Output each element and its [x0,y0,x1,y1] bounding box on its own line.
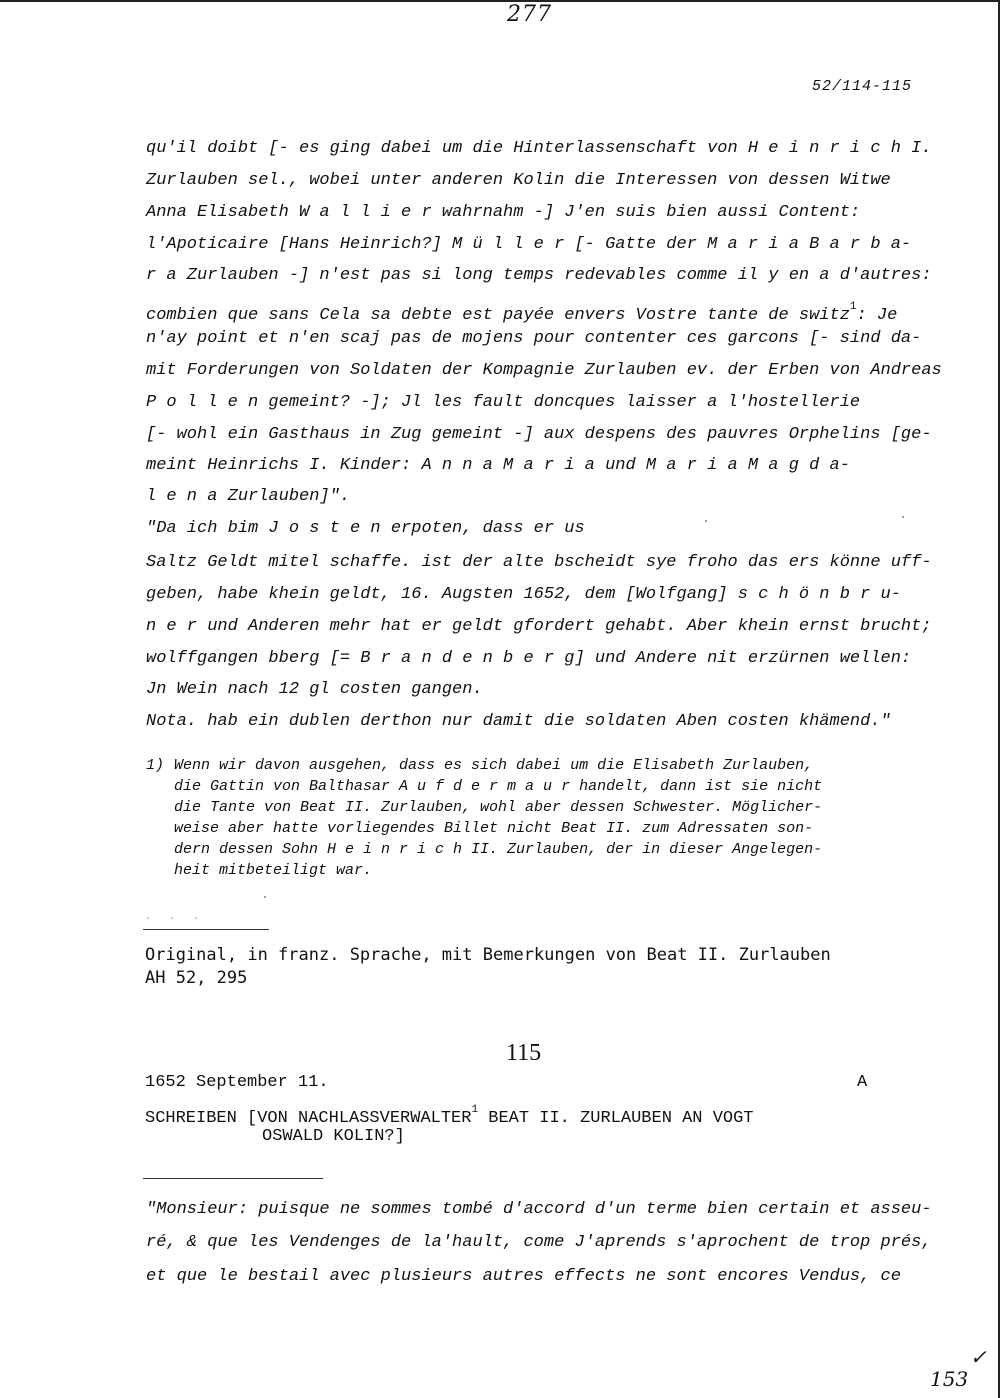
heading-text: SCHREIBEN [VON NACHLASSVERWALTER [145,1109,472,1128]
source-note: Original, in franz. Sprache, mit Bemerkungen von Beat II. Zurlauben [145,945,831,965]
scan-speck [902,516,904,518]
entry-heading-line-2: OSWALD KOLIN?] [262,1127,405,1146]
footnote-line: die Tante von Beat II. Zurlauben, wohl aber dessen Schwester. Möglicher- [174,799,823,816]
decorative-dots: . . . [145,912,206,923]
scan-speck [705,520,707,522]
footnote-number: 1) [146,757,165,774]
entry-heading-line-1 [145,1104,754,1128]
body-line: r a Zurlauben -] n'est pas si long temps redevables comme il y en a d'autres: [146,266,932,285]
body-line: n e r und Anderen mehr hat er geldt gfordert gehabt. Aber khein ernst brucht; [146,617,932,636]
footnote-line: weise aber hatte vorliegendes Billet nicht Beat II. zum Adressaten son- [174,820,814,837]
footnote-marker: 1 [849,301,857,313]
body-line: n'ay point et n'en scaj pas de mojens pour contenter ces garcons [- sind da- [146,329,922,348]
scan-speck [264,896,266,898]
body-line: Saltz Geldt mitel schaffe. ist der alte bscheidt sye froho das ers könne uff- [146,553,932,572]
footnote-line: dern dessen Sohn H e i n r i c h II. Zurlauben, der in dieser Angelegen- [174,841,823,858]
body-line: Nota. hab ein dublen derthon nur damit die soldaten Aben costen khämend." [146,712,891,731]
entry-date: 1652 September 11. [145,1073,329,1092]
body-line: P o l l e n gemeint? -]; Jl les fault doncques laisser a l'hostellerie [146,393,861,412]
body-line-tail: : Je [856,306,898,325]
body-line: wolffgangen bberg [= B r a n d e n b e r g] und Andere nit erzürnen wellen: [146,649,912,668]
body-line: Zurlauben sel., wobei unter anderen Kolin die Interessen von dessen Witwe [146,171,891,190]
heading-text-continued: BEAT II. ZURLAUBEN AN VOGT [478,1109,754,1128]
entry-letter: A [857,1073,868,1092]
body-line: l'Apoticaire [Hans Heinrich?] M ü l l e r [- Gatte der M a r i a B a r b a- [146,235,912,254]
footnote-line: die Gattin von Balthasar A u f d e r m a u r handelt, dann ist sie nicht [174,778,823,795]
handwritten-margin-number: 153 [930,1367,969,1391]
letter-line: et que le bestail avec plusieurs autres effects ne sont encores Vendus, ce [146,1267,901,1286]
footnote-line: Wenn wir davon ausgehen, dass es sich dabei um die Elisabeth Zurlauben, [174,757,814,774]
body-line-text: combien que sans Cela sa debte est payée envers Vostre tante de switz [146,306,850,325]
body-line: [- wohl ein Gasthaus in Zug gemeint -] aux despens des pauvres Orphelins [ge- [146,425,932,444]
separator-rule [143,1178,323,1179]
body-line: Anna Elisabeth W a l l i e r wahrnahm -] J'en suis bien aussi Content: [146,203,861,222]
checkmark-icon: ✓ [970,1345,987,1369]
letter-line: "Monsieur: puisque ne sommes tombé d'accord d'un terme bien certain et asseu- [146,1200,932,1219]
letter-line: ré, & que les Vendenges de la'hault, come J'aprends s'aprochent de trop prés, [146,1233,932,1252]
heading-footnote-marker: 1 [471,1104,479,1116]
body-line: meint Heinrichs I. Kinder: A n n a M a r i a und M a r i a M a g d a- [146,456,850,475]
page-top-edge [0,0,1000,2]
document-reference: 52/114-115 [812,78,913,95]
body-line: geben, habe khein geldt, 16. Augsten 1652, dem [Wolfgang] s c h ö n b r u- [146,585,901,604]
body-line: l e n a Zurlauben]". [146,487,351,506]
body-line-with-footnote [146,297,897,326]
body-line: "Da ich bim J o s t e n erpoten, dass er us [146,519,585,538]
separator-rule [143,929,269,930]
body-line: Jn Wein nach 12 gl costen gangen. [146,680,483,699]
body-line: mit Forderungen von Soldaten der Kompagnie Zurlauben ev. der Erben von Andreas [146,361,942,380]
body-line: qu'il doibt [- es ging dabei um die Hinterlassenschaft von H e i n r i c h I. [146,139,932,158]
source-archive-ref: AH 52, 295 [145,968,248,988]
footnote-line: heit mitbeteiligt war. [174,862,373,879]
handwritten-page-number: 277 [507,2,552,27]
entry-number: 115 [506,1040,542,1066]
